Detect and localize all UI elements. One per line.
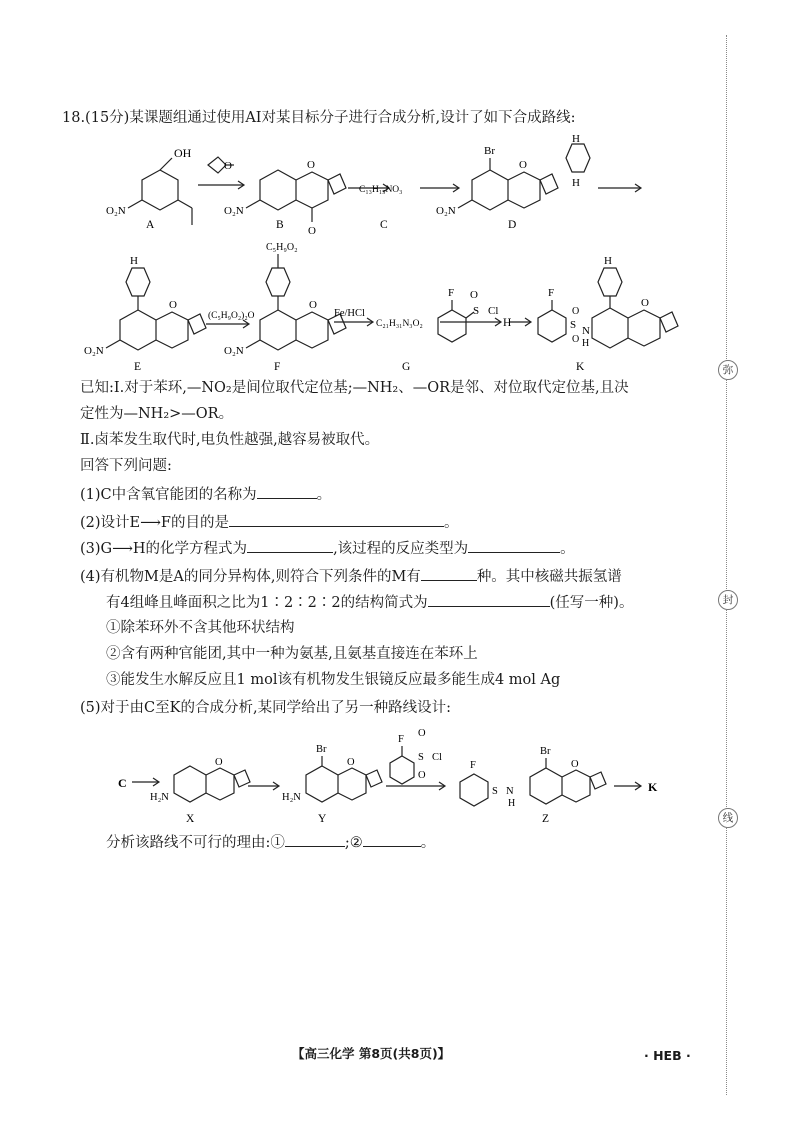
e-no2-bond bbox=[106, 340, 120, 348]
condition-3: ③能发生水解反应且1 mol该有机物发生银镜反应最多能生成4 mol Ag bbox=[106, 672, 561, 688]
e-cyclobutane bbox=[188, 314, 206, 334]
compound-label-y: Y bbox=[318, 813, 327, 825]
y-nh2-label: H₂N bbox=[282, 792, 301, 803]
k-ring-o-label: O bbox=[641, 297, 649, 309]
route-reagent-benzene bbox=[390, 756, 414, 784]
e-benzene-ring bbox=[120, 310, 156, 350]
question-5: (5)对于由C至K的合成分析,某同学给出了另一种路线设计: bbox=[80, 700, 451, 716]
q5-reason2-blank[interactable] bbox=[363, 832, 421, 847]
q1-suffix: 。 bbox=[316, 487, 332, 503]
q3-equation-blank[interactable] bbox=[247, 538, 333, 553]
z-s-label: S bbox=[492, 786, 498, 797]
f-piperazine bbox=[266, 268, 290, 296]
compound-label-k: K bbox=[576, 361, 585, 373]
b-no2-label: O₂N bbox=[224, 205, 244, 217]
e-pyran-ring bbox=[156, 312, 188, 348]
scheme-row1 bbox=[0, 130, 720, 240]
condition-1: ①除苯环外不含其他环状结构 bbox=[106, 620, 295, 636]
e-piperazine bbox=[126, 268, 150, 296]
known-line-2: 定性为—NH₂>—OR。 bbox=[80, 406, 234, 422]
d-no2-bond bbox=[458, 200, 472, 208]
route-reagent-s: S bbox=[418, 752, 424, 763]
y-pyran-ring bbox=[338, 768, 366, 800]
reagent-f-label: F bbox=[448, 287, 455, 299]
compound-label-h: H bbox=[503, 317, 512, 329]
a-oh-label: OH bbox=[174, 146, 192, 160]
question-header: 18.(15分)某课题组通过使用AI对某目标分子进行合成分析,设计了如下合成路线: bbox=[62, 110, 576, 126]
piperazine-h-bottom: H bbox=[572, 177, 580, 189]
e-ring-o-label: O bbox=[169, 299, 177, 311]
y-ring-o-label: O bbox=[347, 757, 355, 768]
reagent-anhydride: (C₅H₉O₂)₂O bbox=[208, 311, 255, 321]
b-cyclobutane bbox=[328, 174, 346, 194]
z-pyran-ring bbox=[562, 770, 590, 802]
a-benzene-ring bbox=[142, 170, 178, 210]
z-f-label: F bbox=[470, 760, 476, 771]
scheme-row2 bbox=[0, 238, 720, 373]
known-line-1: 已知:Ⅰ.对于苯环,—NO₂是间位取代定位基;—NH₂、—OR是邻、对位取代定位基,且决 bbox=[80, 380, 629, 396]
compound-label-d: D bbox=[508, 219, 517, 231]
scheme-route2 bbox=[0, 722, 720, 830]
z-ring-o-label: O bbox=[571, 759, 579, 770]
k-nh-label: H bbox=[582, 338, 590, 349]
known-line-3: Ⅱ.卤苯发生取代时,电负性越强,越容易被取代。 bbox=[80, 432, 380, 448]
b-benzene-ring bbox=[260, 170, 296, 210]
question-4 bbox=[80, 566, 622, 587]
q5-reason1-blank[interactable] bbox=[285, 832, 345, 847]
z-nh-label: H bbox=[508, 798, 516, 809]
compound-label-a: A bbox=[146, 219, 155, 231]
f-acyl-label: C₅H₉O₂ bbox=[266, 242, 298, 253]
q1-answer-blank[interactable] bbox=[257, 484, 317, 499]
piperazine-ring bbox=[566, 144, 590, 172]
k-o-bottom: O bbox=[572, 334, 580, 345]
k-cyclobutane bbox=[660, 312, 678, 332]
a-no2-label: O₂N bbox=[106, 205, 126, 217]
compound-label-c: C bbox=[380, 219, 388, 231]
question-3 bbox=[80, 538, 575, 559]
k-o-top: O bbox=[572, 306, 580, 317]
route-reagent-o-bottom: O bbox=[418, 770, 426, 781]
a-no2-bond bbox=[128, 200, 142, 208]
f-no2-bond bbox=[246, 340, 260, 348]
condition-2: ②含有两种官能团,其中一种为氨基,且氨基直接连在苯环上 bbox=[106, 646, 478, 662]
compound-label-b: B bbox=[276, 219, 284, 231]
x-benzene-ring bbox=[174, 766, 206, 802]
b-ring-o-label: O bbox=[307, 159, 315, 171]
f-no2-label: O₂N bbox=[224, 345, 244, 357]
q2-text: (2)设计E⟶F的目的是 bbox=[80, 515, 229, 531]
d-br-label: Br bbox=[484, 145, 495, 157]
z-br-label: Br bbox=[540, 746, 551, 757]
x-pyran-ring bbox=[206, 768, 234, 800]
route-reagent-o-top: O bbox=[418, 728, 426, 739]
z-n-label: N bbox=[506, 786, 514, 797]
d-cyclobutane bbox=[540, 174, 558, 194]
answer-prompt: 回答下列问题: bbox=[80, 458, 172, 474]
q4-text: (4)有机物M是A的同分异构体,则符合下列条件的M有 bbox=[80, 569, 421, 585]
footer-code: · HEB · bbox=[644, 1048, 691, 1063]
k-benzene-ring bbox=[592, 308, 628, 348]
a-acyl-bond bbox=[178, 200, 192, 208]
compound-label-g: G bbox=[402, 361, 411, 373]
q3-text: (3)G⟶H的化学方程式为 bbox=[80, 541, 248, 557]
d-pyran-ring bbox=[508, 172, 540, 208]
f-benzene-ring bbox=[260, 310, 296, 350]
question-4-line-2 bbox=[106, 592, 633, 613]
compound-label-x: X bbox=[186, 813, 195, 825]
g-formula: C₂₁H₃₁N₃O₂ bbox=[376, 319, 423, 329]
d-benzene-ring bbox=[472, 170, 508, 210]
q5-analysis-text: 分析该路线不可行的理由:① bbox=[106, 835, 285, 851]
k-piperazine-h: H bbox=[604, 255, 612, 267]
k-fluorobenzene bbox=[538, 310, 566, 342]
e-nh-label: H bbox=[130, 255, 138, 267]
route-k-label: K bbox=[648, 780, 658, 794]
route-c-label: C bbox=[118, 776, 127, 790]
q5-analysis-suffix: 。 bbox=[420, 835, 436, 851]
seal-mi: 弥 bbox=[718, 360, 738, 380]
y-cyclobutane bbox=[366, 770, 382, 787]
b-pyranone-ring bbox=[296, 172, 328, 208]
piperazine-h-top: H bbox=[572, 133, 580, 145]
z-fluorobenzene bbox=[460, 774, 488, 806]
reagent-o-top: O bbox=[470, 289, 478, 301]
x-cyclobutane bbox=[234, 770, 250, 787]
q1-text: (1)C中含氧官能团的名称为 bbox=[80, 487, 257, 503]
z-cyclobutane bbox=[590, 772, 606, 789]
compound-label-f: F bbox=[274, 361, 281, 373]
route-reagent-cl: Cl bbox=[432, 752, 442, 763]
question-1 bbox=[80, 484, 331, 505]
f-ring-o-label: O bbox=[309, 299, 317, 311]
reagent-cl-label: Cl bbox=[488, 305, 499, 317]
q2-answer-blank[interactable] bbox=[229, 512, 444, 527]
k-pyran-ring bbox=[628, 310, 660, 346]
compound-label-e: E bbox=[134, 361, 142, 373]
q4-mid: 种。其中核磁共振氢谱 bbox=[476, 569, 622, 585]
b-ketone-o-label: O bbox=[308, 225, 316, 237]
d-no2-label: O₂N bbox=[436, 205, 456, 217]
e-no2-label: O₂N bbox=[84, 345, 104, 357]
footer-page-info: 【高三化学 第8页(共8页)】 bbox=[292, 1046, 451, 1061]
seal-xian: 线 bbox=[718, 808, 738, 828]
x-nh2-label: H₂N bbox=[150, 792, 169, 803]
q3-mid: ,该过程的反应类型为 bbox=[333, 541, 469, 557]
q5-analysis-mid: ;② bbox=[344, 835, 363, 851]
f-pyran-ring bbox=[296, 312, 328, 348]
q4-line2-suffix: (任写一种)。 bbox=[549, 595, 634, 611]
x-ring-o-label: O bbox=[215, 757, 223, 768]
route-reagent-f: F bbox=[398, 734, 404, 745]
k-s-label: S bbox=[570, 319, 577, 331]
q4-structure-blank[interactable] bbox=[428, 592, 550, 607]
y-benzene-ring bbox=[306, 766, 338, 802]
binding-dotted-line bbox=[726, 35, 727, 1095]
y-br-label: Br bbox=[316, 744, 327, 755]
q4-line2-text: 有4组峰且峰面积之比为1∶2∶2∶2的结构简式为 bbox=[106, 595, 428, 611]
b-no2-bond bbox=[246, 200, 260, 208]
a-oh-bond bbox=[160, 158, 172, 170]
k-n-label: N bbox=[582, 325, 590, 337]
cyclobutanone-o-label: O bbox=[224, 160, 232, 172]
d-ring-o-label: O bbox=[519, 159, 527, 171]
compound-label-z: Z bbox=[542, 813, 550, 825]
q4-count-blank[interactable] bbox=[421, 566, 477, 581]
reagent-fe-hcl: Fe/HCl bbox=[334, 308, 365, 319]
q2-suffix: 。 bbox=[443, 515, 459, 531]
c-formula: C₁₃H₁₅NO₃ bbox=[359, 185, 403, 195]
reagent-benzene-ring bbox=[438, 310, 466, 342]
q3-suffix: 。 bbox=[560, 541, 575, 557]
z-benzene-ring bbox=[530, 768, 562, 804]
q5-analysis bbox=[106, 832, 435, 853]
reagent-s-label: S bbox=[473, 305, 480, 317]
seal-feng: 封 bbox=[718, 590, 738, 610]
question-2 bbox=[80, 512, 458, 533]
q3-type-blank[interactable] bbox=[468, 538, 560, 553]
k-f-label: F bbox=[548, 287, 555, 299]
k-piperazine bbox=[598, 268, 622, 296]
